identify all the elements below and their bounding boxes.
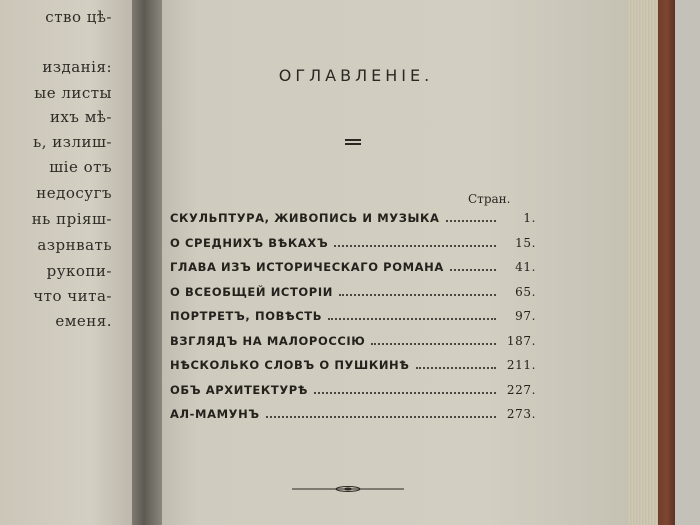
left-page-line: шіе отъ <box>49 158 112 176</box>
toc-entry <box>170 255 536 280</box>
toc-entry-page: 1. <box>523 211 536 226</box>
toc-entry-title: СКУЛЬПТУРА, ЖИВОПИСЬ И МУЗЫКА <box>170 211 440 226</box>
dot-leader <box>339 294 496 296</box>
dot-leader <box>314 392 496 394</box>
toc-entry <box>170 304 536 329</box>
toc-entry-page: 211. <box>506 358 536 373</box>
dot-leader <box>450 269 496 271</box>
toc-entry-page: 65. <box>515 284 536 299</box>
left-page-line: изданія: <box>42 58 112 76</box>
dot-leader <box>266 416 496 418</box>
toc-entry <box>170 378 536 403</box>
toc-entry-page: 41. <box>515 260 536 275</box>
toc-entry <box>170 231 536 256</box>
left-page-line: недосугъ <box>36 184 112 202</box>
book-gutter <box>132 0 162 525</box>
left-page-line: ые листы <box>34 84 112 102</box>
ornament-divider <box>292 484 404 494</box>
dot-leader <box>416 367 496 369</box>
left-page-line: азрнвать <box>37 236 112 254</box>
left-page-line: ство цѣ- <box>45 8 112 26</box>
dot-leader <box>371 343 496 345</box>
toc-entry-page: 227. <box>506 382 536 397</box>
toc-entry-title: ГЛАВА ИЗЪ ИСТОРИЧЕСКАГО РОМАНА <box>170 260 444 275</box>
left-page-line: нь пріяш- <box>31 210 112 228</box>
toc-entry-title: АЛ-МАМУНЪ <box>170 407 260 422</box>
toc-entry-title: ПОРТРЕТЪ, ПОВѢСТЬ <box>170 309 323 324</box>
toc-entry <box>170 280 536 305</box>
page-column-label: Стран. <box>468 192 511 206</box>
toc-entry-page: 97. <box>515 309 536 324</box>
toc-entry-page: 15. <box>515 235 536 250</box>
toc-entry-title: О СРЕДНИХЪ ВѢКАХЪ <box>170 235 329 250</box>
title-double-rule <box>345 139 361 145</box>
toc-entry <box>170 353 536 378</box>
dot-leader <box>328 318 496 320</box>
left-page-line: что чита- <box>33 287 112 305</box>
toc-entry <box>170 402 536 427</box>
background-surface <box>675 0 700 525</box>
toc-list <box>170 206 536 427</box>
toc-entry-title: НѢСКОЛЬКО СЛОВЪ О ПУШКИНѢ <box>170 358 410 373</box>
toc-entry-title: ВЗГЛЯДЪ НА МАЛОРОССІЮ <box>170 333 366 348</box>
dot-leader <box>446 220 497 222</box>
toc-entry-title: О ВСЕОБЩЕЙ ИСТОРІИ <box>170 284 333 299</box>
toc-title: ОГЛАВЛЕНІЕ. <box>278 66 434 85</box>
left-page-line: ь, излиш- <box>33 133 112 151</box>
toc-entry <box>170 206 536 231</box>
toc-entry-page: 273. <box>506 407 536 422</box>
left-page-line: еменя. <box>55 312 112 330</box>
left-page-line: рукопи- <box>46 262 112 280</box>
book-cover-edge <box>655 0 675 525</box>
toc-entry-page: 187. <box>506 333 536 348</box>
toc-entry <box>170 329 536 354</box>
toc-entry-title: ОБЪ АРХИТЕКТУРѢ <box>170 382 309 397</box>
dot-leader <box>334 245 496 247</box>
left-page-line: ихъ мѣ- <box>49 108 112 126</box>
left-page <box>0 0 150 525</box>
